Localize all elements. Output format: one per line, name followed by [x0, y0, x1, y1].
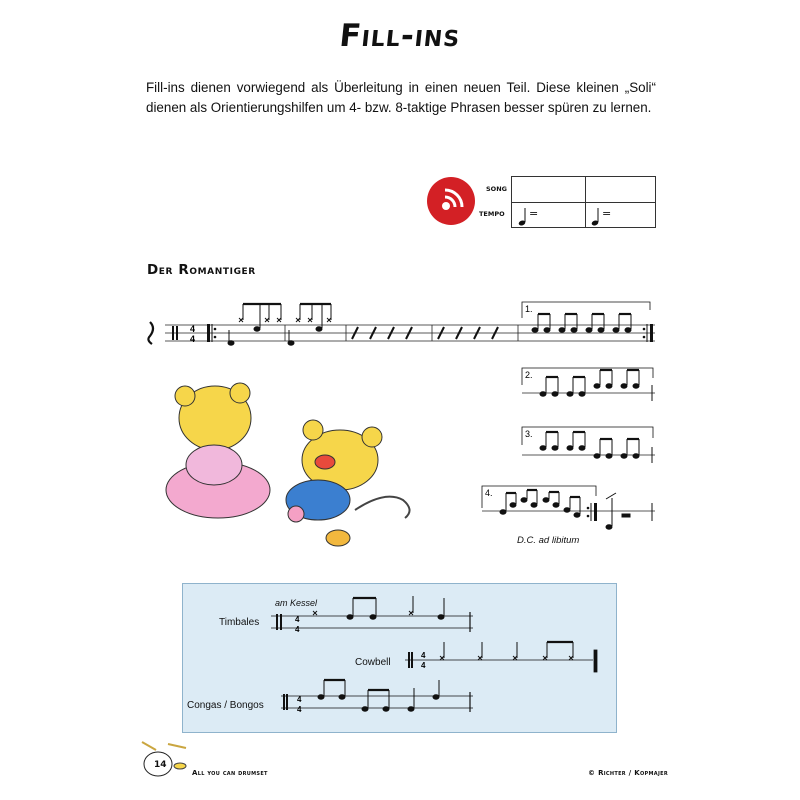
rest-glyph [148, 322, 153, 344]
ending-1-label: 1. [525, 304, 533, 314]
page-title: Fill-ins [337, 18, 463, 54]
time-sig-top: 4 [190, 324, 196, 334]
song-label: SONG [486, 185, 507, 193]
svg-text:4: 4 [421, 651, 426, 660]
percussion-panel [182, 583, 617, 733]
svg-text:4: 4 [295, 625, 300, 634]
ending-4-notes [500, 490, 580, 517]
repeat-end-bar [650, 324, 653, 342]
ending-3-notes [540, 432, 639, 458]
timbales-note: am Kessel [275, 598, 318, 608]
measure-1 [228, 304, 281, 345]
coda-instruction: D.C. ad libitum [517, 535, 580, 546]
intro-paragraph: Fill-ins dienen vorwiegend als Überleitung in einen neuen Teil. Diese kleinen „Soli“ dienen als Orientierungshilfen um 4- bzw. 8-taktige Phrasen besser spüren zu lernen. [146, 80, 656, 115]
cowbell-label: Cowbell [355, 657, 391, 668]
tempo-equals-2: = [602, 207, 612, 220]
measure-2 [288, 304, 331, 345]
ending-3-bracket [522, 427, 653, 445]
tempo-label: TEMPO [479, 210, 505, 218]
timbales-label: Timbales [219, 617, 260, 628]
percussion-staves [183, 584, 618, 734]
ending-4-label: 4. [485, 488, 493, 498]
repeat-start-bar [207, 324, 210, 342]
section-title: Der Romantiger [147, 262, 256, 278]
tempo-equals-1: = [529, 207, 539, 220]
time-sig-bottom: 4 [190, 334, 196, 344]
svg-text:4: 4 [421, 661, 426, 670]
svg-text:4: 4 [295, 615, 300, 624]
repeat-end-bar-4 [594, 503, 597, 521]
tiger-illustration [166, 383, 410, 546]
footer-copyright: © Richter / Kopmajer [588, 769, 668, 777]
ending-2-notes [540, 370, 639, 396]
ending-3-label: 3. [525, 429, 533, 439]
congas-bongos-label: Congas / Bongos [187, 700, 264, 711]
svg-text:4: 4 [297, 705, 302, 714]
page-number: 14 [154, 760, 167, 770]
percussion-clef [172, 326, 174, 340]
drumset-logo-icon [138, 738, 198, 778]
ending-2-label: 2. [525, 370, 533, 380]
ending-1-notes [532, 314, 631, 332]
svg-text:4: 4 [297, 695, 302, 704]
footer-book-title: All you can drumset [192, 769, 268, 777]
